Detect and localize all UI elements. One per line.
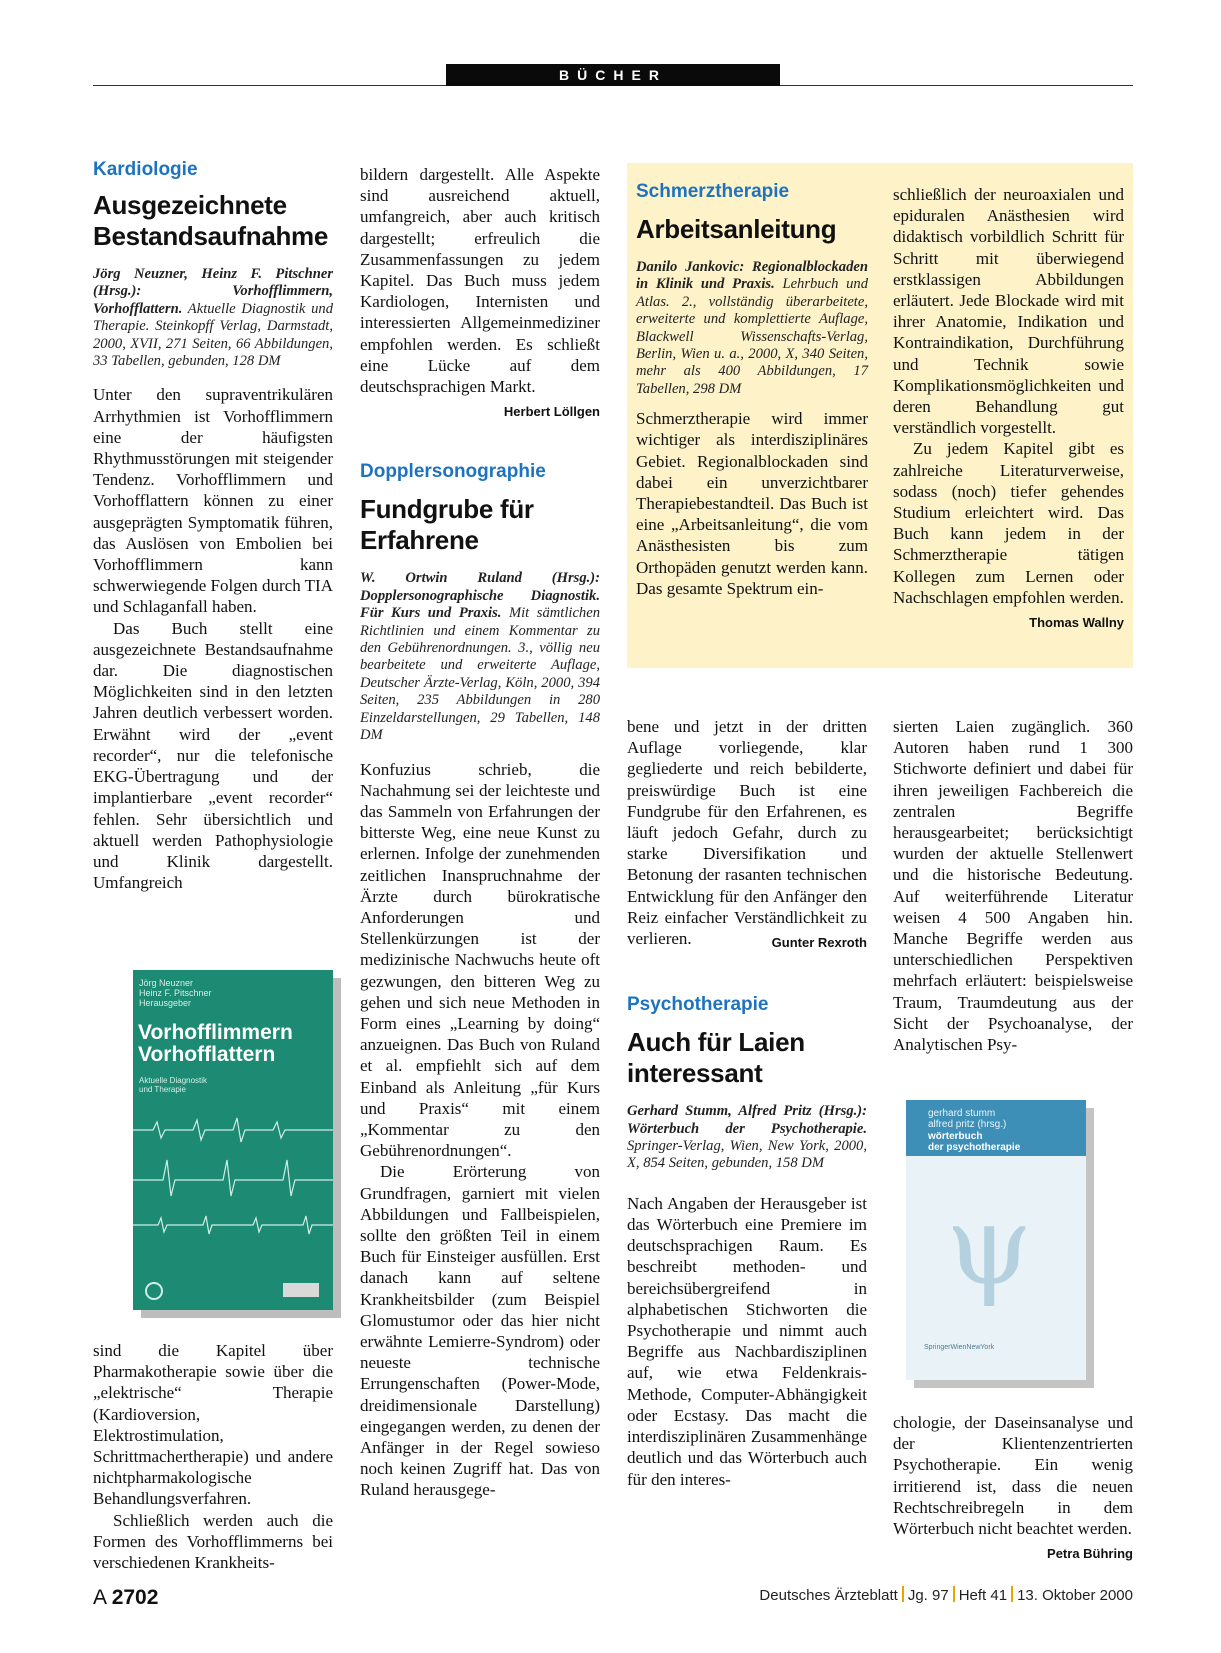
article-schmerztherapie xyxy=(636,180,868,599)
bibliography: Gerhard Stumm, Alfred Pritz (Hrsg.): Wörterbuch der Psychotherapie. Springer-Verlag, Wien, New York, 2000, X, 854 Seiten, gebunden, 158 DM xyxy=(627,1103,867,1172)
headline: Ausgezeichnete Bestandsaufnahme xyxy=(93,190,329,251)
psi-symbol-icon: ψ xyxy=(946,1181,1033,1309)
page-number: A 2702 xyxy=(93,1586,159,1609)
article-psychotherapie xyxy=(627,993,867,1489)
section-banner: BÜCHER xyxy=(446,64,780,86)
ecg-trace-icon xyxy=(133,1100,333,1260)
article-psychotherapie-continued: sierten Laien zugänglich. 360 Autoren haben rund 1 300 Stichworte definiert und dabei für ihren jeweiligen Fachbereich die zentralen Begriffe herausgearbeitet; berücksichtigt wurden der aktuelle Stellenwert und die historische Bedeutung. Auf weiterführende Literatur weisen 4 500 Angaben hin. Manche Begriffe werden aus unterschiedlichen Perspektiven mehrfach erläutert: beispielsweise Traum, Traumdeutung aus der Sicht der Psychoanalyse, der Analytischen Psy- xyxy=(893,717,1133,1055)
headline: Auch für Laien interessant xyxy=(627,1027,805,1089)
publisher-logo-icon xyxy=(145,1282,163,1300)
article-dopplersonographie-end: bene und jetzt in der dritten Auflage vorliegende, klar gegliederte und reich bebilderte, preiswürdige Buch ist eine Fundgrube für den Erfahrenen, es läuft jedoch Gefahr, durch zu starke Diversifikation und Betonung der rasanten technischen Entwicklung für den Anfänger den Reiz einfacher Verständlichkeit zu verlieren. Gunter Rexroth xyxy=(627,716,867,953)
author-name: Thomas Wallny xyxy=(1029,615,1124,631)
headline: Arbeitsanleitung xyxy=(636,214,837,244)
body-text: Nach Angaben der Herausgeber ist das Wörterbuch eine Premiere im deutschsprachigen Raum. Es beschreibt methoden- und bereichsübergreifend in alphabetischen Stichworten die Psychotherapie und nimmt auch Begriffe aus Nachbardisziplinen auf, wie etwa Feldenkrais-Methode, Computer-Abhängigkeit oder Ecstasy. Das macht die interdisziplinären Zusammenhänge deutlich und das Wörterbuch auch für den interes- xyxy=(627,1193,867,1489)
column-2 xyxy=(360,164,600,1501)
body-text: Unter den supraventrikulären Arrhythmien ist Vorhofflimmern eine der häufigsten Rhythmusstörungen mit steigender Tendenz. Vorhofflimmern und Vorhofflattern können zu einer ausgeprägten Symptomatik führen, das Auslösen von Embolien bei Vorhofflimmern kann schwerwiegende Folgen durch TIA und Schlaganfall haben. Das Buch stellt eine ausgezeichnete Bestandsaufnahme dar. Die diagnostischen Möglichkeiten sind in den letzten Jahren deutlich verbessert worden. Erwähnt wird der „event recorder“, nur die telefonische EKG-Übertragung und der implantierbare „event recorder“ fehlen. Sehr übersichtlich und aktuell werden Pathophysiologie und Klinik dargestellt. Umfangreich xyxy=(93,385,333,893)
bibliography: W. Ortwin Ruland (Hrsg.): Dopplersonographische Diagnostik. Für Kurs und Praxis. Mit sämtlichen Richtlinien und einem Kommentar zu den Gebührenordnungen. 3., völlig neu bearbeitete und erweiterte Auflage, Deutscher Ärzte-Verlag, Köln, 2000, 394 Seiten, 235 Abbildungen in 280 Einzeldarstellungen, 29 Tabellen, 148 DM xyxy=(360,570,600,744)
bibliography: Jörg Neuzner, Heinz F. Pitschner (Hrsg.): Vorhofflimmern, Vorhofflattern. Aktuelle Diagnostik und Therapie. Steinkopff Verlag, Darmstadt, 2000, XVII, 271 Seiten, 66 Abbildungen, 33 Tabellen, gebunden, 128 DM xyxy=(93,266,333,370)
body-text: Konfuzius schrieb, die Nachahmung sei der leichteste und das Sammeln von Erfahrungen der bitterste Weg, eine neue Kunst zu erlernen. Infolge der zunehmenden zeitlichen Inanspruchnahme der Ärzte durch bürokratische Anforderungen und Stellenkürzungen ist der medizinische Nachwuchs heute oft gezwungen, den bitteren Weg zu gehen und sich neue Methoden in Form eines „Learning by doing“ anzueignen. Das Buch von Ruland et al. empfiehlt sich auf dem Einband als Anleitung „für Kurs und Praxis“ mit einem „Kommentar zu den Gebührenordnungen“. Die Erörterung von Grundfragen, garniert mit vielen Abbildungen und Fallbeispielen, sollte den größten Teil in einem Buch für Einsteiger ausfüllen. Erst danach kann auf seltene Krankheitsbilder (zum Beispiel Glomustumor oder das hier nicht erwähnte Lemierre-Syndrom) oder neueste technische Errungenschaften (Power-Mode, dreidimensionale Darstellung) eingegangen werden, zu denen der Anfänger in der Regel sowieso noch keinen Zugriff hat. Das von Ruland herausgege- xyxy=(360,759,600,1500)
bibliography: Danilo Jankovic: Regionalblockaden in Klinik und Praxis. Lehrbuch und Atlas. 2., vollständig überarbeitete, erweiterte und komplettierte Auflage, Blackwell Wissenschafts-Verlag, Berlin, Wien u. a., 2000, X, 340 Seiten, mehr als 400 Abbildungen, 17 Tabellen, 298 DM xyxy=(636,259,868,397)
separator xyxy=(953,1586,955,1602)
body-text: Schmerztherapie wird immer wichtiger als interdisziplinäres Gebiet. Regionalblockaden sind dabei ein unverzichtbarer Therapiebestandteil. Das Buch ist eine „Arbeitsanleitung“, die vom Anästhesisten bis zum Orthopäden genutzt werden kann. Das gesamte Spektrum ein- xyxy=(636,409,868,598)
separator xyxy=(902,1586,904,1602)
kicker: Psychotherapie xyxy=(627,994,769,1016)
article-kardiologie-end: bildern dargestellt. Alle Aspekte sind ausreichend aktuell, umfangreich, aber auch kritisch dargestellt; erfreulich die Zusammenfassungen zu jedem Kapitel. Das Buch muss jedem Kardiologen, Internisten und interessierten Allgemeinmediziner empfohlen werden. Es schließt eine Lücke auf dem deutschsprachigen Markt. Herbert Löllgen xyxy=(360,164,600,422)
author-name: Herbert Löllgen xyxy=(503,404,600,420)
article-schmerztherapie-continued: schließlich der neuroaxialen und epiduralen Anästhesien wird didaktisch vorbildlich Schritt für Schritt mit überwiegend erstklassigen Abbildungen erläutert. Jede Blockade wird mit ihrer Anatomie, Indikation und Kontraindikation, Durchführung und Technik sowie Komplikationsmöglichkeiten und deren Behandlung gut verständlich vorgestellt. Zu jedem Kapitel gibt es zahlreiche Literaturverweise, sodass (noch) tiefer gehendes Studium erleichtert wird. Das Buch kann jedem in der Schmerztherapie tätigen Kollegen zum Lernen oder Nachschlagen empfohlen werden. Thomas Wallny xyxy=(893,184,1124,633)
publisher-logo: SpringerWienNewYork xyxy=(924,1344,995,1351)
kicker: Kardiologie xyxy=(93,159,198,180)
article-psychotherapie-end: chologie, der Daseinsanalyse und der Klientenzentrierten Psychotherapie. Ein wenig irritierend ist, dass die neuen Rechtschreibregeln in dem Wörterbuch nicht beachtet werden. Petra Bühring xyxy=(893,1412,1133,1564)
journal-info: Deutsches Ärzteblatt Jg. 97 Heft 41 13. Oktober 2000 xyxy=(759,1587,1133,1604)
kicker: Dopplersonographie xyxy=(360,461,546,483)
separator xyxy=(1011,1586,1013,1602)
article-kardiologie-continued: sind die Kapitel über Pharmakotherapie sowie über die „elektrische“ Therapie (Kardioversion, Elektrostimulation, Schrittmachertherapie) und andere nichtpharmakologische Behandlungsverfahren. Schließlich werden auch die Formen des Vorhofflimmerns bei verschiedenen Krankheits- xyxy=(93,1341,333,1573)
author-name: Petra Bühring xyxy=(1047,1546,1133,1562)
book-cover-woerterbuch: gerhard stumm alfred pritz (hrsg.) wörterbuch der psychotherapie ψ SpringerWienNewYork xyxy=(906,1100,1086,1380)
publisher-badge xyxy=(283,1283,319,1297)
author-name: Gunter Rexroth xyxy=(771,935,867,951)
article-dopplersonographie xyxy=(360,460,600,1500)
kicker: Schmerztherapie xyxy=(636,181,790,202)
article-kardiologie xyxy=(93,158,333,893)
book-cover-vorhofflimmern: Jörg Neuzner Heinz F. Pitschner Herausgeber Vorhofflimmern Vorhofflattern Aktuelle Diagnostik und Therapie xyxy=(133,970,333,1310)
column-3 xyxy=(627,716,867,1490)
headline: Fundgrube für Erfahrene xyxy=(360,494,534,556)
